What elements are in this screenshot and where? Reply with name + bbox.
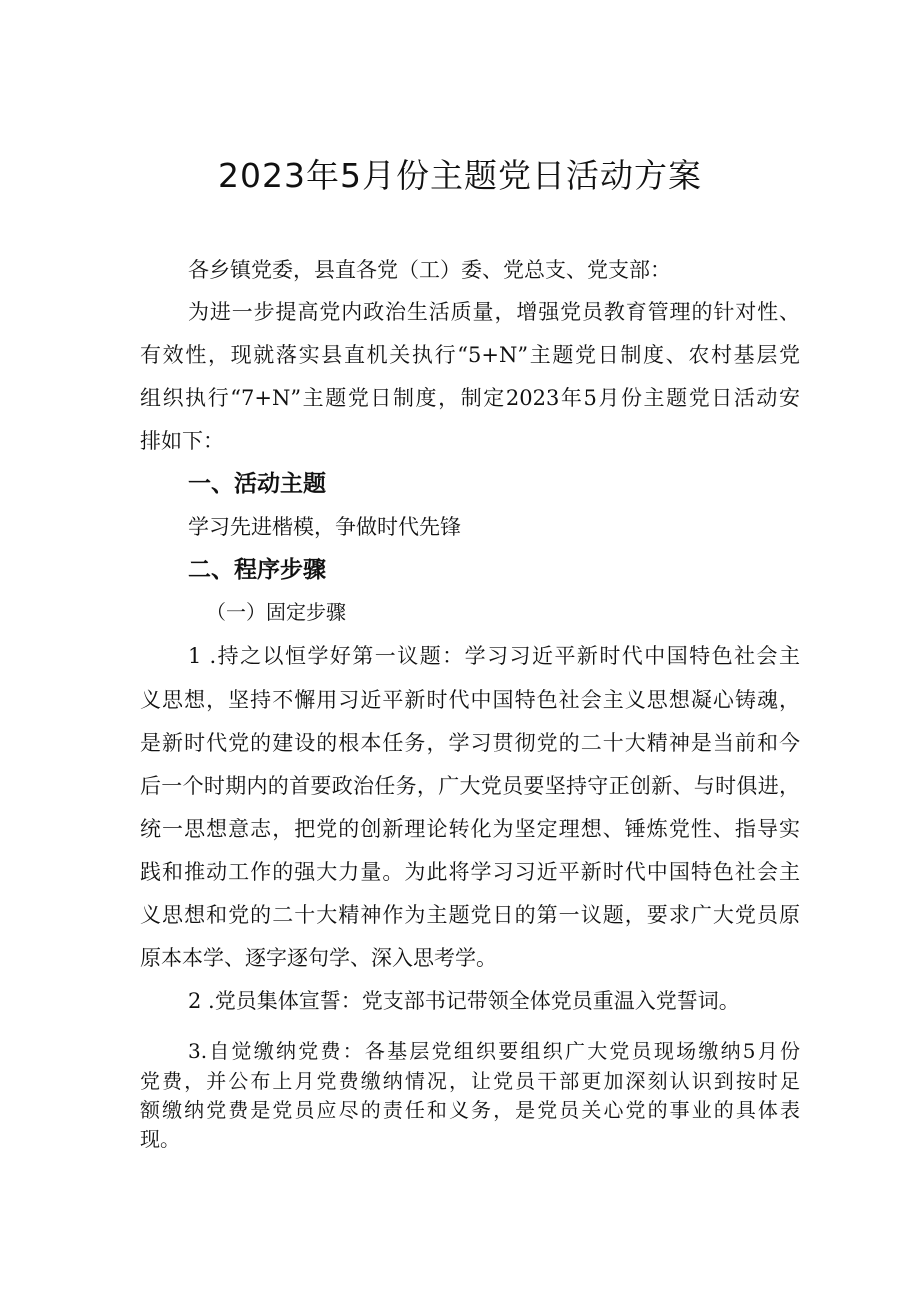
item-3-line-4: 现。 — [140, 1127, 180, 1151]
item-1-line-4: 后一个时期内的首要政治任务，广大党员要坚持守正创新、与时俱进， — [140, 774, 800, 798]
item-3-line-3: 额缴纳党费是党员应尽的责任和义务，是党员关心党的事业的具体表 — [140, 1098, 800, 1122]
item-2-text: 2 .党员集体宣誓：党支部书记带领全体党员重温入党誓词。 — [188, 989, 740, 1013]
item-1-line-1: 1 .持之以恒学好第一议题：学习习近平新时代中国特色社会主 — [188, 644, 800, 668]
intro-line-2: 有效性，现就落实县直机关执行“5+N”主题党日制度、农村基层党 — [140, 343, 800, 367]
item-1-line-2: 义思想，坚持不懈用习近平新时代中国特色社会主义思想凝心铸魂， — [140, 688, 800, 712]
intro-line-1: 为进一步提高党内政治生活质量，增强党员教育管理的针对性、 — [188, 300, 800, 324]
document-title: 2023年5月份主题党日活动方案 — [218, 156, 702, 195]
item-3-line-2: 党费，并公布上月党费缴纳情况，让党员干部更加深刻认识到按时足 — [140, 1069, 800, 1093]
item-3-line-1: 3.自觉缴纳党费：各基层党组织要组织广大党员现场缴纳5月份 — [188, 1039, 800, 1063]
item-1-line-5: 统一思想意志，把党的创新理论转化为坚定理想、锤炼党性、指导实 — [140, 817, 800, 841]
item-1-line-3: 是新时代党的建设的根本任务，学习贯彻党的二十大精神是当前和今 — [140, 731, 800, 755]
intro-line-3: 组织执行“7+N”主题党日制度，制定2023年5月份主题党日活动安 — [140, 386, 800, 410]
item-1-line-6: 践和推动工作的强大力量。为此将学习习近平新时代中国特色社会主 — [140, 860, 800, 884]
section-2-subheading: （一）固定步骤 — [206, 600, 346, 624]
intro-line-4: 排如下： — [140, 429, 224, 453]
item-1-line-7: 义思想和党的二十大精神作为主题党日的第一议题，要求广大党员原 — [140, 903, 800, 927]
salutation: 各乡镇党委，县直各党（工）委、党总支、党支部： — [188, 258, 671, 282]
section-1-heading: 一、活动主题 — [188, 471, 326, 497]
item-1-line-8: 原本本学、逐字逐句学、深入思考学。 — [140, 946, 497, 970]
section-1-text: 学习先进楷模，争做时代先锋 — [188, 515, 461, 539]
section-2-heading: 二、程序步骤 — [188, 557, 326, 583]
